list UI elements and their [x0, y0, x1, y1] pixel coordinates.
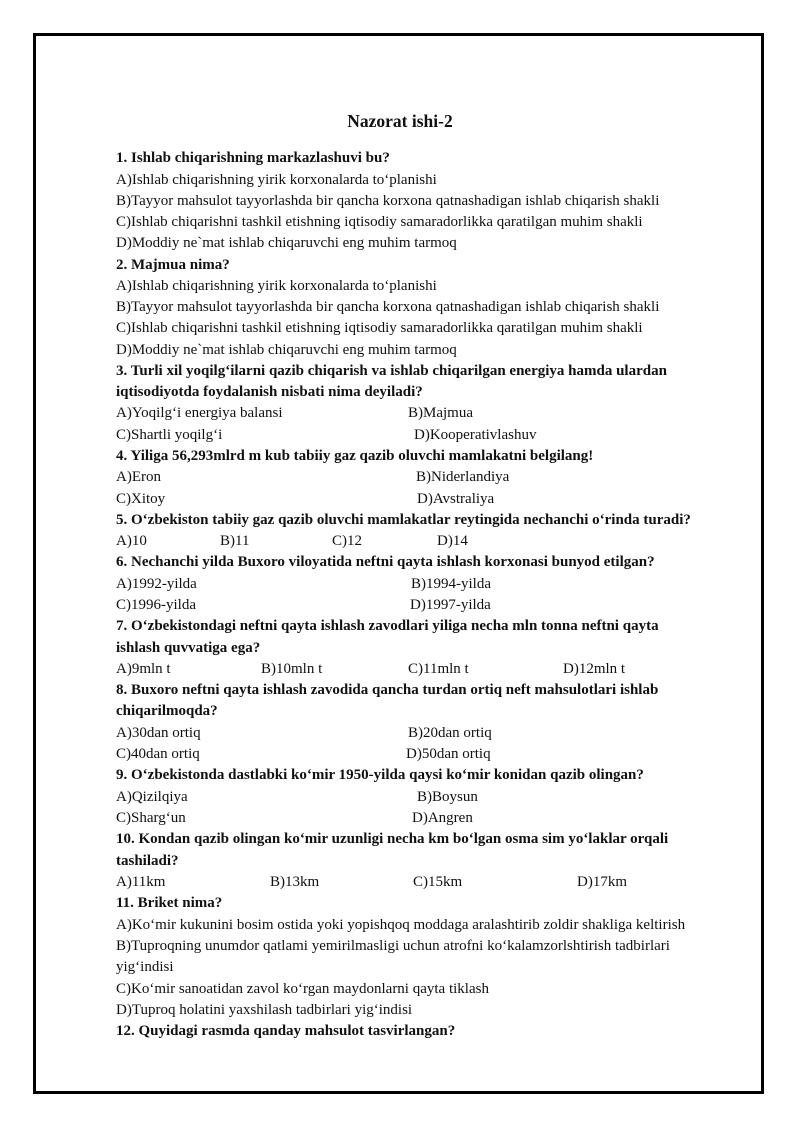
- q9-option-a: A)Qizilqiya: [116, 789, 188, 805]
- question-7-line-1: 7. O‘zbekistondagi neftni qayta ishlash zavodlari yiliga necha mln tonna neftni qayta: [116, 618, 659, 634]
- q10-option-c: C)15km: [413, 874, 463, 890]
- q3-options-row-1: [116, 403, 716, 424]
- q2-option-a: A)Ishlab chiqarishning yirik korxonalarda to‘planishi: [116, 278, 437, 294]
- q4-option-b: B)Niderlandiya: [416, 469, 510, 485]
- q5-option-c: C)12: [332, 533, 362, 549]
- question-1: 1. Ishlab chiqarishning markazlashuvi bu?: [116, 150, 390, 166]
- q10-option-b: B)13km: [270, 874, 320, 890]
- q2-option-b: B)Tayyor mahsulot tayyorlashda bir qancha korxona qatnashadigan ishlab chiqarish shakli: [116, 299, 660, 315]
- question-11: 11. Briket nima?: [116, 895, 223, 911]
- q7-options-row: [116, 659, 716, 680]
- q4-option-d: D)Avstraliya: [417, 491, 495, 507]
- q6-option-c: C)1996-yilda: [116, 597, 196, 613]
- q9-option-c: C)Sharg‘un: [116, 810, 186, 826]
- q3-option-d: D)Kooperativlashuv: [414, 427, 537, 443]
- question-7-line-2: ishlash quvvatiga ega?: [116, 640, 261, 656]
- q9-options-row-1: [116, 787, 716, 808]
- q9-option-d: D)Angren: [412, 810, 473, 826]
- q8-option-d: D)50dan ortiq: [406, 746, 491, 762]
- q8-option-c: C)40dan ortiq: [116, 746, 200, 762]
- q9-option-b: B)Boysun: [417, 789, 478, 805]
- q11-option-b-line-1: B)Tuproqning unumdor qatlami yemirilmasligi uchun atrofni ko‘kalamzorlshtirish tadbirlari: [116, 938, 670, 954]
- question-8-line-2: chiqarilmoqda?: [116, 703, 218, 719]
- question-6: 6. Nechanchi yilda Buxoro viloyatida neftni qayta ishlash korxonasi bunyod etilgan?: [116, 554, 655, 570]
- q7-option-a: A)9mln t: [116, 661, 171, 677]
- q8-option-a: A)30dan ortiq: [116, 725, 201, 741]
- q9-options-row-2: [116, 808, 716, 829]
- q11-option-c: C)Ko‘mir sanoatidan zavol ko‘rgan maydonlarni qayta tiklash: [116, 981, 489, 997]
- q6-option-a: A)1992-yilda: [116, 576, 197, 592]
- q8-option-b: B)20dan ortiq: [408, 725, 492, 741]
- q3-option-b: B)Majmua: [408, 405, 473, 421]
- question-10-line-2: tashiladi?: [116, 853, 179, 869]
- q8-options-row-2: [116, 744, 716, 765]
- q10-options-row: [116, 872, 716, 893]
- q3-options-row-2: [116, 425, 716, 446]
- question-12: 12. Quyidagi rasmda qanday mahsulot tasvirlangan?: [116, 1023, 456, 1039]
- q11-option-b-line-2: yig‘indisi: [116, 959, 174, 975]
- question-5: 5. O‘zbekiston tabiiy gaz qazib oluvchi mamlakatlar reytingida nechanchi o‘rinda turadi?: [116, 512, 691, 528]
- q1-option-a: A)Ishlab chiqarishning yirik korxonalarda to‘planishi: [116, 172, 437, 188]
- q3-option-a: A)Yoqilg‘i energiya balansi: [116, 405, 283, 421]
- q2-option-c: C)Ishlab chiqarishni tashkil etishning iqtisodiy samaradorlikka qaratilgan muhim shakli: [116, 320, 643, 336]
- question-2: 2. Majmua nima?: [116, 257, 230, 273]
- q10-option-a: A)11km: [116, 874, 166, 890]
- question-3-line-2: iqtisodiyotda foydalanish nisbati nima deyiladi?: [116, 384, 423, 400]
- q4-option-a: A)Eron: [116, 469, 161, 485]
- q11-option-d: D)Tuproq holatini yaxshilash tadbirlari yig‘indisi: [116, 1002, 413, 1018]
- q4-options-row-1: [116, 467, 716, 488]
- q5-option-b: B)11: [220, 533, 250, 549]
- q5-option-a: A)10: [116, 533, 147, 549]
- question-3-line-1: 3. Turli xil yoqilg‘ilarni qazib chiqarish va ishlab chiqarilgan energiya hamda ulardan: [116, 363, 667, 379]
- q6-options-row-1: [116, 574, 716, 595]
- q1-option-b: B)Tayyor mahsulot tayyorlashda bir qancha korxona qatnashadigan ishlab chiqarish shakli: [116, 193, 660, 209]
- question-9: 9. O‘zbekistonda dastlabki ko‘mir 1950-yilda qaysi ko‘mir konidan qazib olingan?: [116, 767, 644, 783]
- document-title: Nazorat ishi-2: [347, 111, 453, 131]
- q5-option-d: D)14: [437, 533, 468, 549]
- q8-options-row-1: [116, 723, 716, 744]
- question-10-line-1: 10. Kondan qazib olingan ko‘mir uzunligi necha km bo‘lgan osma sim yo‘laklar orqali: [116, 831, 669, 847]
- question-8-line-1: 8. Buxoro neftni qayta ishlash zavodida qancha turdan ortiq neft mahsulotlari ishlab: [116, 682, 659, 698]
- q4-option-c: C)Xitoy: [116, 491, 166, 507]
- q2-option-d: D)Moddiy ne`mat ishlab chiqaruvchi eng muhim tarmoq: [116, 342, 457, 358]
- q6-option-b: B)1994-yilda: [411, 576, 491, 592]
- q7-option-c: C)11mln t: [408, 661, 469, 677]
- q6-options-row-2: [116, 595, 716, 616]
- q1-option-d: D)Moddiy ne`mat ishlab chiqaruvchi eng muhim tarmoq: [116, 235, 457, 251]
- q7-option-d: D)12mln t: [563, 661, 626, 677]
- q6-option-d: D)1997-yilda: [410, 597, 491, 613]
- q7-option-b: B)10mln t: [261, 661, 323, 677]
- q1-option-c: C)Ishlab chiqarishni tashkil etishning iqtisodiy samaradorlikka qaratilgan muhim shakli: [116, 214, 643, 230]
- q10-option-d: D)17km: [577, 874, 627, 890]
- q11-option-a: A)Ko‘mir kukunini bosim ostida yoki yopishqoq moddaga aralashtirib zoldir shakliga keltirish: [116, 917, 686, 933]
- q3-option-c: C)Shartli yoqilg‘i: [116, 427, 223, 443]
- q4-options-row-2: [116, 489, 716, 510]
- q5-options-row: [116, 531, 716, 552]
- question-4: 4. Yiliga 56,293mlrd m kub tabiiy gaz qazib oluvchi mamlakatni belgilang!: [116, 448, 594, 464]
